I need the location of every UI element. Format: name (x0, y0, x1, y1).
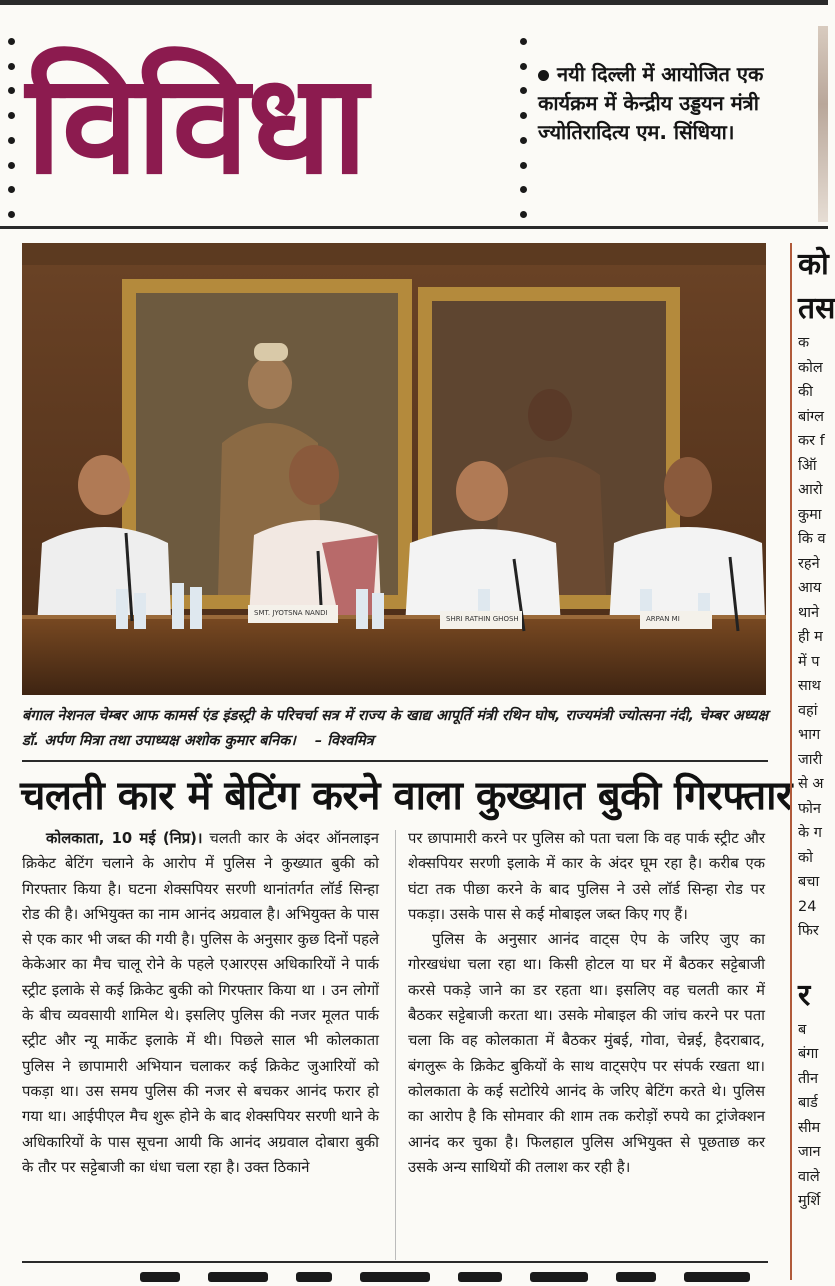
adjacent-text-line: की (798, 384, 813, 400)
nameplate-1: SMT. JYOTSNA NANDI (254, 609, 328, 617)
bottom-rule (22, 1261, 768, 1263)
adjacent-text-lines (798, 331, 830, 944)
news-photo (22, 243, 766, 695)
article-headline: चलती कार में बेटिंग करने वाला कुख्यात बुकी गिरफ्तार (20, 773, 792, 819)
article-dateline: कोलकाता, 10 मई (निप्र)। (46, 830, 203, 847)
article-column-2 (408, 826, 765, 1180)
adjacent-text-line: फोन (798, 800, 821, 817)
nameplate-2: SHRI RATHIN GHOSH (446, 615, 519, 623)
adjacent-text-line: को (798, 849, 813, 866)
adjacent-text-line: से अ (798, 776, 824, 792)
section-masthead: विविधा (26, 44, 366, 205)
adjacent-text-line: मुर्शि (798, 1193, 821, 1209)
adjacent-text-line: जान (798, 1144, 821, 1160)
adjacent-text-line: कि व (798, 531, 826, 547)
article-column-1 (22, 826, 379, 1180)
adjacent-text-line: फिर (798, 923, 819, 939)
adjacent-text-line: क (798, 335, 810, 351)
adjacent-text-line: वहां (798, 702, 818, 719)
adjacent-text-line: भाग (798, 727, 821, 743)
article-col2-para-1: पर छापामारी करने पर पुलिस को पता चला कि वह पार्क स्ट्रीट और शेक्सपियर सरणी इलाके में कार के अंदर घूम रहा है। करीब एक घंटा तक पीछा करने के बाद पुलिस ने उसे लॉर्ड सिन्हा रोड पर पकड़ा। उसके पास से कई मोबाइल जब्त किए गए हैं। (408, 830, 765, 923)
meeting-photo-illustration (22, 243, 766, 695)
masthead-teaser (538, 60, 808, 147)
adjacent-text-line: ही म (798, 629, 823, 645)
adjacent-text-line: थाने (798, 604, 820, 621)
adjacent-text-line: के ग (798, 825, 822, 841)
caption-rule (22, 760, 768, 762)
bullet-icon (538, 70, 549, 81)
adjacent-text-line: बचा (798, 874, 820, 890)
adjacent-text-line: बार्ड (798, 1095, 818, 1111)
top-border (0, 0, 828, 5)
adjacent-text-line: आरो (798, 482, 823, 498)
nameplate-3: ARPAN MI (646, 615, 680, 623)
masthead-left-dots (8, 38, 16, 218)
adjacent-text-line: कोल (798, 359, 823, 376)
adjacent-story-cropped (790, 243, 835, 1280)
adjacent-text-line: वाले (798, 1168, 820, 1185)
adjacent-text-line: बांग्ल (798, 408, 824, 425)
adjacent-text-line: सीम (798, 1119, 821, 1136)
adjacent-text-line: ऑि (798, 457, 817, 474)
adjacent-text-line: रहने (798, 555, 820, 572)
adjacent-lower-headline: र (798, 977, 811, 1013)
adjacent-text-line: ब (798, 1021, 807, 1038)
teaser-text: नयी दिल्ली में आयोजित एक कार्यक्रम में केन्द्रीय उड्डयन मंत्री ज्योतिरादित्य एम. सिंधिया। (538, 62, 764, 144)
adjacent-headline-line-1: को (798, 247, 829, 282)
adjacent-text-line: में प (798, 653, 820, 670)
adjacent-lower-text-lines (798, 1018, 830, 1214)
article-col2-para-2: पुलिस के अनुसार आनंद वाट्स ऐप के जरिए जुए का गोरखधंधा चला रहा था। किसी होटल या घर में बैठकर सट्टेबाजी करसे पकड़े जाने का डर रहता था। इसलिए वह चलती कार में बैठकर सट्टेबाजी करता था। उसके मोबाइल की जांच करने पर पता चला कि वह कोलकाता में बैठकर मुंबई, गोवा, चेन्नई, हैदराबाद, बंगलुरू के क्रिकेट बुकियों के साथ वाट्सऐप पर संपर्क रखता था। कोलकाता के कई सटोरिये आनंद के जरिए बेटिंग करते थे। पुलिस का आरोप है कि सोमवार की शाम तक करोड़ों रुपये का ट्रांजेक्शन आनंद कर चुका है। फिलहाल पुलिस अभियुक्त से पूछताछ कर उसके अन्य साथियों की तलाश कर रही है। (408, 931, 765, 1176)
adjacent-text-line: 24 (798, 898, 817, 915)
column-divider (395, 830, 396, 1260)
adjacent-text-line: बंगा (798, 1046, 819, 1062)
adjacent-text-line: साथ (798, 678, 821, 694)
masthead-right-dots (520, 38, 528, 218)
adjacent-text-line: कुमा (798, 506, 822, 523)
photo-credit: – विश्वमित्र (314, 733, 374, 749)
adjacent-text-line: तीन (798, 1070, 819, 1087)
adjacent-text-line: आय (798, 580, 822, 596)
adjacent-text-line: जारी (798, 751, 823, 768)
next-headline-cropped (0, 1266, 790, 1280)
article-col1-text: चलती कार के अंदर ऑनलाइन क्रिकेट बेटिंग चलाने के आरोप में पुलिस ने कुख्यात बुकी को गिरफ्तार किया है। घटना शेक्सपियर सरणी थानांतर्गत लॉर्ड सिन्हा रोड की है। अभियुक्त का नाम आनंद अग्रवाल है। अभियुक्त के पास से एक कार भी जब्त की गयी है। पुलिस के अनुसार कुछ दिनों पहले केकेआर का मैच चालू रोने के पहले एआरएस अधिकारियों ने पार्क स्ट्रीट इलाके से कई क्रिकेट बुकी को गिरफ्तार किया था । उन लोगों के बीच व्यवसायी शामिल थे। इसलिए पुलिस की नजर मूलत पार्क स्ट्रीट और न्यू मार्केट इलाके में थी। पिछले साल भी कोलकाता पुलिस ने छापामारी अभियान चलाकर कई क्रिकेट जुआरियों को पकड़ा था। उस समय पुलिस की नजर से बचकर आनंद फरार हो गया था। आईपीएल मैच शुरू होने के बाद शेक्सपियर सरणी थाने के अधिकारियों के पास सूचना आयी कि आनंद अग्रवाल दोबारा बुकी के तौर पर सट्टेबाजी का धंधा चला रहा है। उक्त ठिकाने (22, 830, 379, 1176)
caption-text: बंगाल नेशनल चेम्बर आफ कामर्स एंड इंडस्ट्री के परिचर्चा सत्र में राज्य के खाद्य आपूर्ति मंत्री रथिन घोष, राज्यमंत्री ज्योत्सना नंदी, चेम्बर अध्यक्ष डॉ. अर्पण मित्रा तथा उपाध्यक्ष अशोक कुमार बनिक। (22, 708, 768, 749)
adjacent-text-line: कर f (798, 433, 825, 449)
masthead-rule (0, 226, 828, 229)
adjacent-headline-line-2: तस (798, 291, 835, 326)
cropped-teaser-photo (818, 26, 828, 222)
photo-caption (22, 704, 768, 754)
